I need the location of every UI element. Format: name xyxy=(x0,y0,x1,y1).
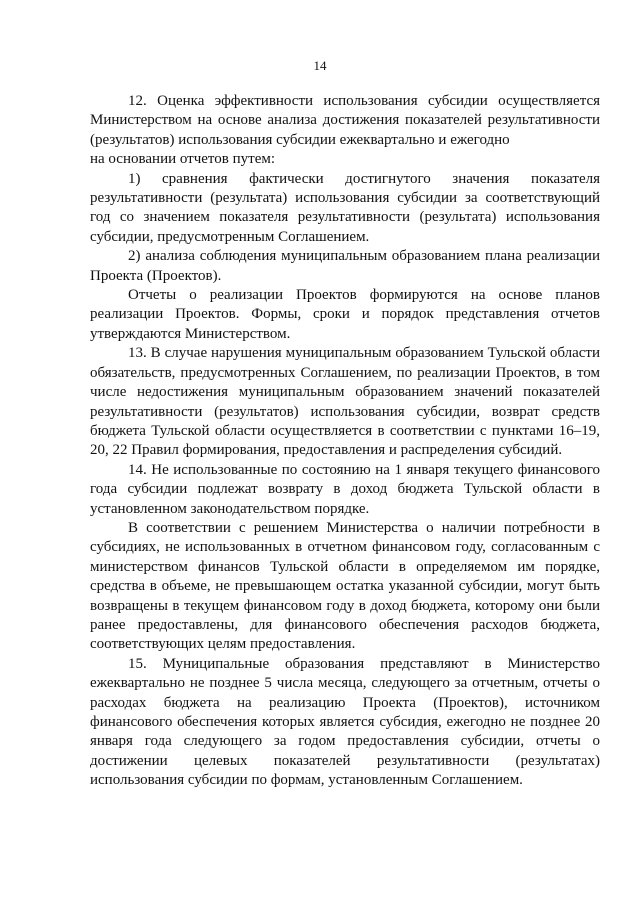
document-body xyxy=(90,92,600,791)
paragraph-14: 14. Не использованные по состоянию на 1 января текущего финансового года субсидии подлежат возврату в доход бюджета Тульской области в установленном законодательством порядке. xyxy=(90,461,600,517)
paragraph-12-assessment: 12. Оценка эффективности использования субсидии осуществляется Министерством на основе анализа достижения показателей результативности (результатов) использования субсидии ежеквартально и ежегодно xyxy=(90,93,600,148)
paragraph-12-item-1: 1) сравнения фактически достигнутого значения показателя результативности (результата) использования субсидии за соответствующий год со значением показателя результативности (результата) использования субсидии, предусмотренным Соглашением. xyxy=(90,170,600,245)
paragraph-13: 13. В случае нарушения муниципальным образованием Тульской области обязательств, предусмотренных Соглашением, по реализации Проектов, в том числе недостижения муниципальным образованием значений показателей результативности (результатов) использования субсидии, возврат средств бюджета Тульской области осуществляется в соответствии с пунктами 16–19, 20, 22 Правил формирования, предоставления и распределения субсидий. xyxy=(90,345,600,459)
paragraph-14-decision: В соответствии с решением Министерства о наличии потребности в субсидиях, не использованных в отчетном финансовом году, согласованным с министерством финансов Тульской области в определяемом им порядке, средства в объеме, не превышающем остатка указанной субсидии, могут быть возвращены в текущем финансовом году в доход бюджета, которому они были ранее предоставлены, для финансового обеспечения расходов бюджета, соответствующих целям предоставления. xyxy=(90,519,600,653)
paragraph-reports: Отчеты о реализации Проектов формируются на основе планов реализации Проектов. Формы, сроки и порядок представления отчетов утверждаются Министерством. xyxy=(90,287,600,342)
page-number: 14 xyxy=(313,58,327,73)
paragraph-12-item-2: 2) анализа соблюдения муниципальным образованием плана реализации Проекта (Проектов). xyxy=(90,248,600,284)
paragraph-12-continuation: на основании отчетов путем: xyxy=(90,151,276,168)
paragraph-15: 15. Муниципальные образования представляют в Министерство ежеквартально не позднее 5 числа месяца, следующего за отчетным, отчеты о расходах бюджета на реализацию Проекта (Проектов), источником финансового обеспечения которых является субсидия, ежегодно не позднее 20 января года следующего за годом предоставления субсидии, отчеты о достижении целевых показателей результативности (результатах) использования субсидии по формам, установленным Соглашением. xyxy=(90,655,600,789)
